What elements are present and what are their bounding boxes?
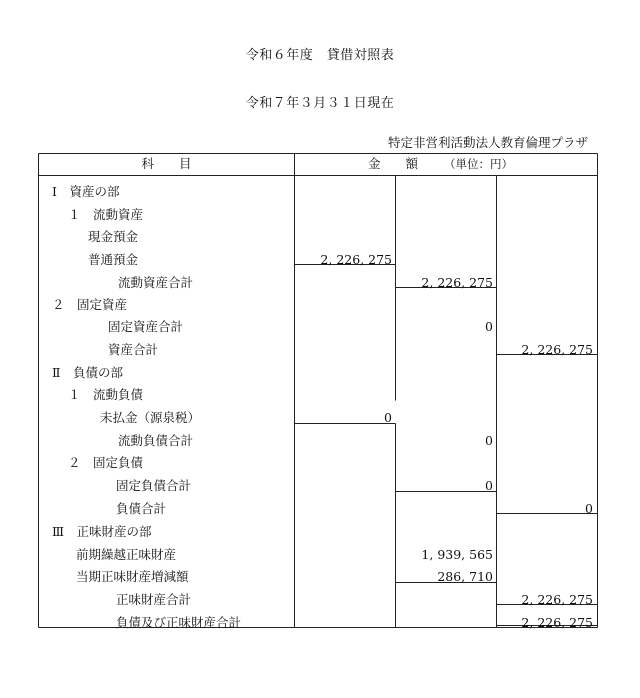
balance-sheet-table: [38, 153, 598, 628]
row-amount-col2: 286, 710: [437, 569, 493, 584]
row-amount-col2: 2, 226, 275: [421, 275, 493, 290]
row-label: 負債合計: [116, 501, 167, 516]
row-label: ２ 固定負債: [68, 455, 144, 470]
row-label: 負債及び正味財産合計: [116, 615, 242, 630]
row-amount-col3: 2, 226, 275: [521, 592, 593, 607]
row-label: Ⅱ 負債の部: [52, 365, 123, 380]
header-subject: 科 目: [141, 156, 192, 171]
document-date: 令和７年３月３１日現在: [245, 96, 395, 111]
row-label: １ 流動資産: [68, 207, 144, 222]
row-label: 流動資産合計: [118, 275, 194, 290]
organization-name: 特定非営利活動法人教育倫理プラザ: [387, 135, 588, 150]
row-amount-col3: 0: [585, 501, 593, 516]
row-amount-col1: 0: [384, 410, 392, 425]
header-unit: （単位：円）: [444, 157, 513, 171]
row-amount-col3: 2, 226, 275: [521, 615, 593, 630]
row-label: １ 流動負債: [68, 387, 144, 402]
row-label: 正味財産合計: [116, 592, 192, 607]
row-amount-col3: 2, 226, 275: [521, 342, 593, 357]
row-label: 未払金（源泉税）: [100, 410, 201, 425]
header-amount: 金 額: [368, 156, 419, 171]
row-label: 流動負債合計: [118, 433, 194, 448]
row-label: 固定資産合計: [108, 319, 184, 334]
row-label: 普通預金: [88, 252, 139, 267]
row-label: Ⅲ 正味財産の部: [52, 524, 152, 539]
row-label: 資産合計: [108, 342, 159, 357]
row-amount-col2: 0: [485, 478, 493, 493]
row-amount-col2: 0: [485, 433, 493, 448]
row-amount-col2: 1, 939, 565: [421, 547, 493, 562]
row-label: 固定負債合計: [116, 478, 192, 493]
row-label: ２ 固定資産: [52, 297, 128, 312]
row-label: 当期正味財産増減額: [76, 569, 189, 584]
row-label: 現金預金: [88, 229, 139, 244]
row-amount-col2: 0: [485, 319, 493, 334]
document-title: 令和６年度 貸借対照表: [245, 48, 395, 63]
row-amount-col1: 2, 226, 275: [320, 252, 392, 267]
row-label: 前期繰越正味財産: [76, 547, 177, 562]
row-label: Ⅰ 資産の部: [52, 184, 120, 199]
